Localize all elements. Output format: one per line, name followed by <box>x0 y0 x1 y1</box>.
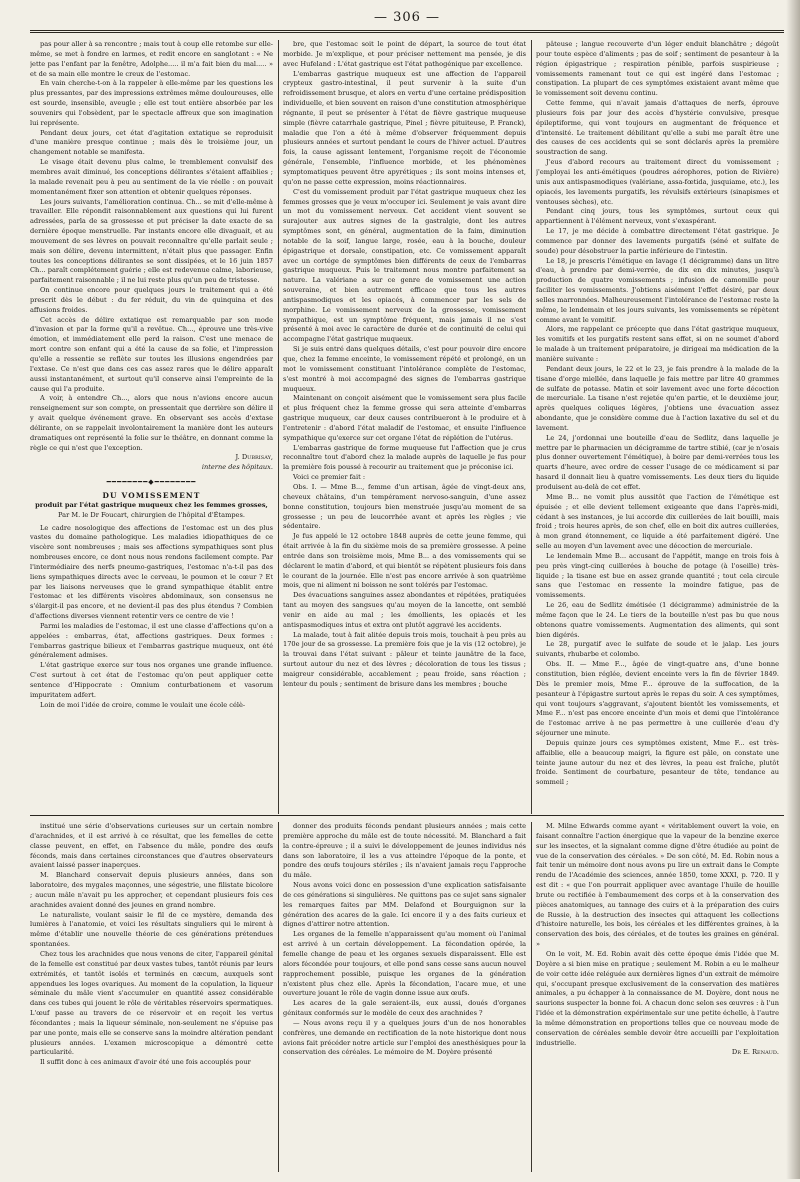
paragraph: Depuis quinze jours ces symptômes existent, Mme F... est très-affaiblie, elle a beaucoup maigri, la figure est pâle, on constate une teinte jaune autour du nez et des lèvres, la peau est fraîche, plutôt froide. Sentiment de courbature, pesanteur de tête, tendance au sommeil ; <box>536 738 779 787</box>
paragraph: Nous avons voici donc en possession d'une explication satisfaisante de ces générations si singulières. Ne quittons pas ce sujet sans signaler les remarques faites par MM. Delafond et Bourguignon sur la génération des acares de la gale. Ici encore il y a des faits curieux et dignes d'attirer notre attention. <box>283 881 526 929</box>
paragraph: Le 18, je prescris l'émétique en lavage (1 décigramme) dans un litre d'eau, à prendre par demi-verrée, de dix en dix minutes, jusqu'à production de quatre vomissements ; infusion de camomille pour faciliter les vomissements. J'obtiens aisément l'effet désiré, par deux selles marronnées. Malheureusement l'intolérance de l'estomac reste la même, le lendemain et les jours suivants, les vomissements se répètent comme avant le vomitif. <box>536 256 779 324</box>
lower-column-2 <box>283 822 526 1182</box>
paragraph: institué une série d'observations curieuses sur un certain nombre d'arachnides, et il est arrivé à ce résultat, que les femelles de cette classe peuvent, en effet, en l'absence du mâle, pondre des œufs féconds, mais dans certaines circonstances que d'autres observateurs avaient laissé passer inaperçues. <box>30 822 273 870</box>
paragraph: C'est du vomissement produit par l'état gastrique muqueux chez les femmes grosses que je veux m'occuper ici. Seulement je vais avant dire un mot du vomissement nerveux. Cet accident vient souvent se surajouter aux autres signes de la gastralgie, dont les autres symptômes sont, en général, augmentation de la faim, diminution notable de la soif, langue large, rosée, eau à la bouche, douleur épigastrique et dorsale, constipation, etc. Ce vomissement apparaît avec un cortége de symptômes bien différents de ceux de l'embarras gastrique muqueux. Puis le traitement nous montre parfaitement sa nature. La valériane a sur ce genre de vomissement une action souveraine, et bien autrement efficace que tous les autres antispasmodiques et les opiacés, à commencer par les sels de morphine. Le vomissement nerveux de la grossesse, vomissement sympathique, est un symptôme fréquent, mais jamais il ne s'est présenté à moi avec le caractère de durée et de continuité de celui qui accompagne l'état gastrique muqueux. <box>283 187 526 344</box>
paragraph: Des évacuations sanguines assez abondantes et répétées, pratiquées tant au moyen des sangsues qu'au moyen de la lancette, ont semblé venir en aide au mal ; les émollients, les opiacés et les antispasmodiques intus et extra ont plutôt aggravé les accidents. <box>283 591 526 629</box>
paragraph: On le voit, M. Ed. Robin avait dès cette époque émis l'idée que M. Doyère a si bien mise en pratique ; seulement M. Robin a eu le malheur de voir cette idée reléguée aux dernières lignes d'un extrait de mémoire qui, s'occupant presque exclusivement de la conservation des matières animales, a pu échapper à la connaissance de M. Doyère, dont nous ne saurions suspecter la bonne foi. A chacun donc selon ses œuvres : à l'un l'idée et la démonstration expérimentale sur une petite échelle, à l'autre la même démonstration en proportions telles que ce nouveau mode de conservation de céréales semble devoir être accueilli par l'exploitation industrielle. <box>536 949 779 1047</box>
paragraph: Pendant deux jours, cet état d'agitation extatique se reproduisit d'une manière presque continue ; mais dès le troisième jour, un changement notable se manifesta. <box>30 128 273 157</box>
column-divider <box>531 40 532 814</box>
paragraph: Le lendemain Mme B... accusant de l'appétit, mange en trois fois à peu près vingt-cinq cuillerées à bouche de potage (à l'oseille) très-liquide ; la tisane est bue en assez grande quantité ; tout cela circule sans que l'estomac en ressente la moindre fatigue, pas de vomissements. <box>536 551 779 600</box>
paragraph: Alors, me rappelant ce précepte que dans l'état gastrique muqueux, les vomitifs et les purgatifs restent sans effet, si on ne soumet d'abord le malade à un traitement préparatoire, je dirigeai ma médication de la manière suivante : <box>536 325 779 363</box>
paragraph: Cette femme, qui n'avait jamais d'attaques de nerfs, éprouve plusieurs fois par jour des accès d'hystérie convulsive, presque épileptiforme, qui vont toujours en augmentant de fréquence et d'intensité. Le traitement débilitant qu'elle a subi me paraît être une des causes de ces accidents qui se sont déclarés après la première soustraction de sang. <box>536 99 779 157</box>
paragraph: pâteuse ; langue recouverte d'un léger enduit blanchâtre ; dégoût pour toute espèce d'aliments ; pas de soif ; sentiment de pesanteur à la région épigastrique ; respiration pénible, parfois suspirieuse ; vomissements ramenant tout ce qui est ingéré dans l'estomac ; constipation. La plupart de ces symptômes existaient avant même que le vomissement soit devenu continu. <box>536 40 779 98</box>
paragraph: M. Milne Edwards comme ayant « véritablement ouvert la voie, en faisant connaître l'action énergique que la vapeur de la benzine exerce sur les insectes, et la signalant comme digne d'être étudiée au point de vue de la conservation des céréales. » De son côté, M. Ed. Robin nous a fait tenir un mémoire dont nous avons pu lire un extrait dans le Compte rendu de l'Académie des sciences, année 1850, tome XXXI, p. 720. Il y est dit : « que l'on pourrait appliquer avec avantage l'huile de houille brute ou rectifiée à l'embaumement des corps et à la conservation des pièces anatomiques, au tannage des cuirs et à la préparation des cuirs de Russie, à la destruction des insectes qui attaquent les collections d'histoire naturelle, les bois, les céréales et les différentes graines, à la conservation des bois, des céréales, et de toutes les graines en général. » <box>536 822 779 949</box>
paragraph: On continue encore pour quelques jours le traitement qui a été prescrit dès le début : du fer réduit, du vin de quinquina et des affusions froides. <box>30 286 273 314</box>
article-column-2 <box>283 40 526 813</box>
section-title: DU VOMISSEMENT <box>102 490 201 500</box>
paragraph: Le visage était devenu plus calme, le tremblement convulsif des membres avait diminué, les conceptions délirantes s'étaient affaiblies ; la malade revenait peu à peu au sentiment de la vie réelle : on pouvait momentanément fixer son attention et obtenir quelques réponses. <box>30 158 273 196</box>
paragraph: Cet accès de délire extatique est remarquable par son mode d'invasion et par la forme qu'il a revêtue. Ch..., éprouve une très-vive émotion, et immédiatement elle perd la raison. C'est une menace de mort contre son enfant qui a été la cause de sa folie, et l'impression qu'elle a ressentie se reflète sur toutes les illusions engendrées par l'extase. Ce n'est que dans ces cas assez rares que le délire apparaît aussi instantanément, et surtout qu'il conserve ainsi l'empreinte de la cause qui l'a produite. <box>30 315 273 393</box>
paragraph: L'embarras gastrique de forme muqueuse fut l'affection que je crus reconnaître tout d'abord chez la malade auprès de laquelle je fus pour la première fois poussé à recourir au traitement que je préconise ici. <box>283 443 526 472</box>
paragraph: L'état gastrique exerce sur tous nos organes une grande influence. C'est surtout à cet état de l'estomac qu'on peut appliquer cette sentence d'Hippocrate : Omnium conturbationem et vasorum impuritatem adfert. <box>30 661 273 699</box>
section-subtitle: produit par l'état gastrique muqueux chez les femmes grosses, <box>35 500 268 509</box>
paragraph: Le 24, j'ordonnai une bouteille d'eau de Sedlitz, dans laquelle je mettre par le pharmacien un décigramme de tartre stibié, (car je n'osais plus donner ouvertement l'émétique), à boire par demi-verrées tous les quarts d'heure, avec ordre de cesser l'usage de ce médicament si par hasard il donnait lieu à quatre vomissements. Les deux tiers du liquide produisent au-delà de cet effet. <box>536 433 779 491</box>
paragraph: Pendant cinq jours, tous les symptômes, surtout ceux qui appartiennent à l'élément nerveux, vont s'exaspérant. <box>536 207 779 226</box>
author-role: interne des hôpitaux. <box>201 463 273 472</box>
paragraph: En vain cherche-t-on à la rappeler à elle-même par les questions les plus pressantes, par des impressions extrêmes même douloureuses, elle est sourde, insensible, aveugle ; elle est tout entière absorbée par les souvenirs qui l'obsèdent, par le spectacle affreux que son imagination lui représente. <box>30 79 273 127</box>
paragraph: Le naturaliste, voulant saisir le fil de ce mystère, demanda des lumières à l'anatomie, et voici les résultats singuliers qui le mirent à même d'établir une nouvelle théorie de ces générations prétendues spontanées. <box>30 910 273 949</box>
paragraph: Chez tous les arachnides que nous venons de citer, l'appareil génital de la femelle est constitué par deux vastes tubes, tantôt réunis par leurs extrémités, et tantôt isolés et terminés en cæcum, auxquels sont appendues les loges ovariques. Au moment de la copulation, la liqueur séminale du mâle vient s'accumuler en quantité assez considérable dans ces tubes qui jouent le rôle de véritables réservoirs spermatiques. L'œuf passe au travers de ce réservoir et en reçoit les vertus fécondantes ; mais la liqueur séminale, non-seulement ne s'épuise pas par une ponte, mais elle se conserve sans la moindre altération pendant plusieurs années. L'examen microscopique a démontré cette particularité. <box>30 949 273 1057</box>
paragraph: J'eus d'abord recours au traitement direct du vomissement ; j'employai les anti-émétiques (poudres aérophores, potion de Rivière) unis aux antispasmodiques (valériane, assa-fœtida, jusquiame, etc.), les opiacés, les lavements purgatifs, les révulsifs extérieurs (sinapismes et ventouses sèches), etc. <box>536 158 779 206</box>
article-column-1 <box>30 40 273 813</box>
paragraph: Les organes de la femelle n'apparaissent qu'au moment où l'animal est arrivé à un certain développement. La fécondation opérée, la femelle change de peau et les organes sexuels disparaissent. Elle est alors fécondée pour toujours, et elle pond sans cesse sans aucun nouvel rapprochement possible, puisque les organes de la génération n'existent plus chez elle. Après la fécondation, l'acare mue, et une ouverture jouant le rôle de vagin donne issue aux œufs. <box>283 930 526 998</box>
author-signature: J. Dubrisay, <box>235 453 273 462</box>
paragraph: La malade, tout à fait alitée depuis trois mois, touchait à peu près au 170e jour de sa grossesse. La première fois que je la vis (12 octobre), je la trouvai dans l'état suivant : pâleur et teinte jaunâtre de la face, surtout autour du nez et des lèvres ; décoloration de tous les tissus ; maigreur considérable, accablement ; peau froide, sans réaction ; lenteur du pouls ; sentiment de brisure dans les membres ; bouche <box>283 630 526 688</box>
paragraph: Obs. II. — Mme F..., âgée de vingt-quatre ans, d'une bonne constitution, bien réglée, devient enceinte vers la fin de février 1849. Dès le premier mois, Mme F... éprouve de la suffocation, de la pesanteur à l'épigastre surtout après le repas du soir. A ces symptômes, qui vont toujours s'aggravant, s'ajoutent bientôt les vomissements, et Mme F... n'est pas encore enceinte d'un mois et demi que l'intolérance de l'estomac arrive à ne pas permettre à une cuillerée d'eau d'y séjourner une minute. <box>536 660 779 738</box>
paragraph: bre, que l'estomac soit le point de départ, la source de tout état morbide. Je m'explique, et pour préciser nettement ma pensée, je dis avec Hufeland : L'état gastrique est l'état pathogénique par excellence. <box>283 40 526 68</box>
paragraph: Je fus appelé le 12 octobre 1848 auprès de cette jeune femme, qui était arrivée à la fin du sixième mois de sa première grossesse. A peine entrée dans son troisième mois, Mme B... a des vomissements qui se déclarent le matin d'abord, et qui bientôt se répètent plusieurs fois dans le courant de la journée. Elle n'est pas encore arrivée à son quatrième mois, que ni aliment ni boisson ne sont tolérés par l'estomac. <box>283 532 526 590</box>
column-divider <box>278 822 279 1172</box>
paragraph: Le cadre nosologique des affections de l'estomac est un des plus vastes du domaine pathologique. Les maladies idiopathiques de ce viscère sont nombreuses ; mais ses affections sympathiques sont plus nombreuses encore, ce dont nous nous rendons facilement compte. Par l'intermédiaire des nerfs pneumo-gastriques, l'estomac n'a-t-il pas des liens sympathiques directs avec le cerveau, le poumon et le cœur ? Et par les liaisons nerveuses que le grand sympathique établit entre l'estomac et les différents viscères abdominaux, son consensus ne s'élargit-il pas encore, et ne devient-il pas des plus étendus ? Combien d'affections diverses viennent retentir vers ce centre de vie ! <box>30 523 273 621</box>
paragraph: Le 17, je me décide à combattre directement l'état gastrique. Je commence par donner des lavements purgatifs (séné et sulfate de soude) pour désobstruer la partie inférieure de l'intestin. <box>536 227 779 255</box>
paragraph: Mme B... ne vomit plus aussitôt que l'action de l'émétique est épuisée ; et elle devient tellement exigeante que dans l'après-midi, cédant à ses instances, je lui accorde dix cuillerées de lait bouilli, mais froid ; trois heures après, de son chef, elle en boit dix autres cuillerées, à mon grand étonnement, ce liquide a été parfaitement digéré. Une selle au moyen d'un lavement avec une décoction de mercuriale. <box>536 492 779 551</box>
paragraph: Le 28, purgatif avec le sulfate de soude et le jalap. Les jours suivants, rhubarbe et colombo. <box>536 640 779 659</box>
paragraph: Loin de moi l'idée de croire, comme le voulait une école célè- <box>40 700 246 709</box>
paragraph: Maintenant on conçoit aisément que le vomissement sera plus facile et plus fréquent chez la femme grosse qui sera atteinte d'embarras gastrique muqueux, car deux causes contribueront à le produire et à l'entretenir : d'abord l'état maladif de l'estomac, et ensuite l'influence sympathique qu'exerce sur cet organe l'état de réplétion de l'utérus. <box>283 394 526 442</box>
paragraph: Pendant deux jours, le 22 et le 23, je fais prendre à la malade de la tisane d'orge miellée, dans laquelle je fais mettre par litre 40 grammes de sulfate de potasse. Matin et soir lavement avec une forte décoction de mercuriale. La tisane n'est rejetée qu'en partie, et le deuxième jour, après quelques coliques légères, j'obtiens une évacuation assez abondante, que je considère comme due à l'action laxative du sel et du lavement. <box>536 364 779 432</box>
paragraph: pas pour aller à sa rencontre ; mais tout à coup elle retombe sur elle-même, se met à fondre en larmes, et redit encore en sanglotant : « Ne jette pas l'enfant par la fenêtre, Adolphe..... il m'a fait bien du mal..... » et de sa main elle montre le creux de l'estomac. <box>30 40 273 78</box>
paragraph: Il suffit donc à ces animaux d'avoir été une fois accouplés pour <box>40 1058 251 1067</box>
paragraph: A voir, à entendre Ch..., alors que nous n'avions encore aucun renseignement sur son compte, on pressentait que derrière son délire il y avait quelque événement grave. En observant ses accès d'extase délirante, on se rappelait involontairement la manière dont les auteurs dramatiques ont représenté la folie sur le théâtre, en donnant comme la règle ce qui n'est que l'exception. <box>30 394 273 452</box>
lower-signature: Dr E. Renaud. <box>731 1048 779 1057</box>
column-divider <box>278 40 279 814</box>
paragraph: L'embarras gastrique muqueux est une affection de l'appareil crypteux gastro-intestinal, il peut survenir à la suite d'un refroidissement brusque, et alors en vertu d'une certaine prédisposition individuelle, et bien souvent en raison d'une constitution atmosphérique régnante, il peut se présenter à l'état de fièvre gastrique muqueuse simple (fièvre catarrhale gastrique, Pinel ; fièvre pituiteuse, P. Franck), maladie que l'on a été à même d'observer fréquemment depuis plusieurs années et surtout pendant le cours de l'hiver actuel. D'autres fois, la cause agissant lentement, l'organisme reçoit de l'économie générale, l'ensemble, l'influence morbide, et les phénomènes symptomatiques peuvent être apyrétiques ; ils sont moins intenses et, qu'on ne passe cette expression, moins réactionnaires. <box>283 69 526 186</box>
header-rule <box>30 30 784 33</box>
section-byline: Par M. le Dr Foucart, chirurgien de l'hôpital d'Étampes. <box>58 510 245 519</box>
lower-column-3 <box>536 822 779 1182</box>
paragraph: Si je suis entré dans quelques détails, c'est pour pouvoir dire encore que, chez la femme enceinte, le vomissement répété et prolongé, en un mot le vomissement constituant l'intolérance complète de l'estomac, s'est montré à moi accompagné des signes de l'embarras gastrique muqueux. <box>283 345 526 393</box>
paragraph: Le 26, eau de Sedlitz émétisée (1 décigramme) administrée de la même façon que le 24. Le tiers de la bouteille n'est pas bu que nous obtenons quatre vomissements. Augmentation des aliments, qui sont bien digérés. <box>536 601 779 639</box>
page-edge-shadow <box>786 0 800 1179</box>
paragraph: Voici ce premier fait : <box>293 473 366 482</box>
article-column-3 <box>536 40 779 820</box>
paragraph: Parmi les maladies de l'estomac, il est une classe d'affections qu'on a appelées : embarras, état, affections gastriques. Deux formes : l'embarras gastrique bilieux et l'embarras gastrique muqueux, ont été généralement admises. <box>30 621 273 660</box>
paragraph: Obs. I. — Mme B..., femme d'un artisan, âgée de vingt-deux ans, cheveux châtains, d'un tempérament nervoso-sanguin, d'une assez bonne constitution, toujours bien menstruée jusqu'au moment de sa grossesse ; un peu de leucorrhée avant et après les règles ; vie sédentaire. <box>283 482 526 531</box>
paragraph: — Nous avons reçu il y a quelques jours d'un de nos honorables confrères, une demande en rectification de la note historique dont nous avions fait précéder notre article sur l'emploi des anesthésiques pour la conservation des céréales. Le mémoire de M. Doyère présenté <box>283 1018 526 1057</box>
paragraph: donner des produits féconds pendant plusieurs années ; mais cette première approche du mâle est de toute nécessité. M. Blanchard a fait la contre-épreuve ; il a suivi le développement de jeunes individus nés dans son laboratoire, il les a vus atteindre l'époque de la ponte, et pondre des œufs toujours stériles ; ils n'avaient jamais reçu l'approche du mâle. <box>283 822 526 880</box>
lower-column-1 <box>30 822 273 1182</box>
paragraph: Les acares de la gale seraient-ils, eux aussi, doués d'organes génitaux conformés sur le modèle de ceux des arachnides ? <box>283 999 526 1018</box>
paragraph: Les jours suivants, l'amélioration continua. Ch... se mit d'elle-même à travailler. Elle répondit raisonnablement aux questions qui lui furent adressées, parla de sa grossesse et put préciser la date exacte de sa dernière époque menstruelle. Par instants encore elle divaguait, et au mouvement de ses lèvres on pouvait reconnaître qu'elle parlait seule ; mais son délire, devenu intermittent, n'était plus que passager. Enfin toutes les conceptions délirantes se sont dissipées, et le 16 juin 1857 Ch... paraît complétement guérie ; elle est redevenue calme, laborieuse, parfaitement raisonnable ; il ne lui reste plus qu'un peu de tristesse. <box>30 197 273 285</box>
page-number: — 306 — <box>373 10 441 25</box>
column-divider <box>531 822 532 1172</box>
section-ornament: ━━━━━━━━◆━━━━━━━━ <box>106 478 197 487</box>
paragraph: M. Blanchard conservait depuis plusieurs années, dans son laboratoire, des mygales maçonnes, une ségestrie, une filistate bicolore ; aucun mâle n'avait pu les approcher, et cependant plusieurs fois ces arachnides avaient donné des jeunes en grand nombre. <box>30 871 273 909</box>
